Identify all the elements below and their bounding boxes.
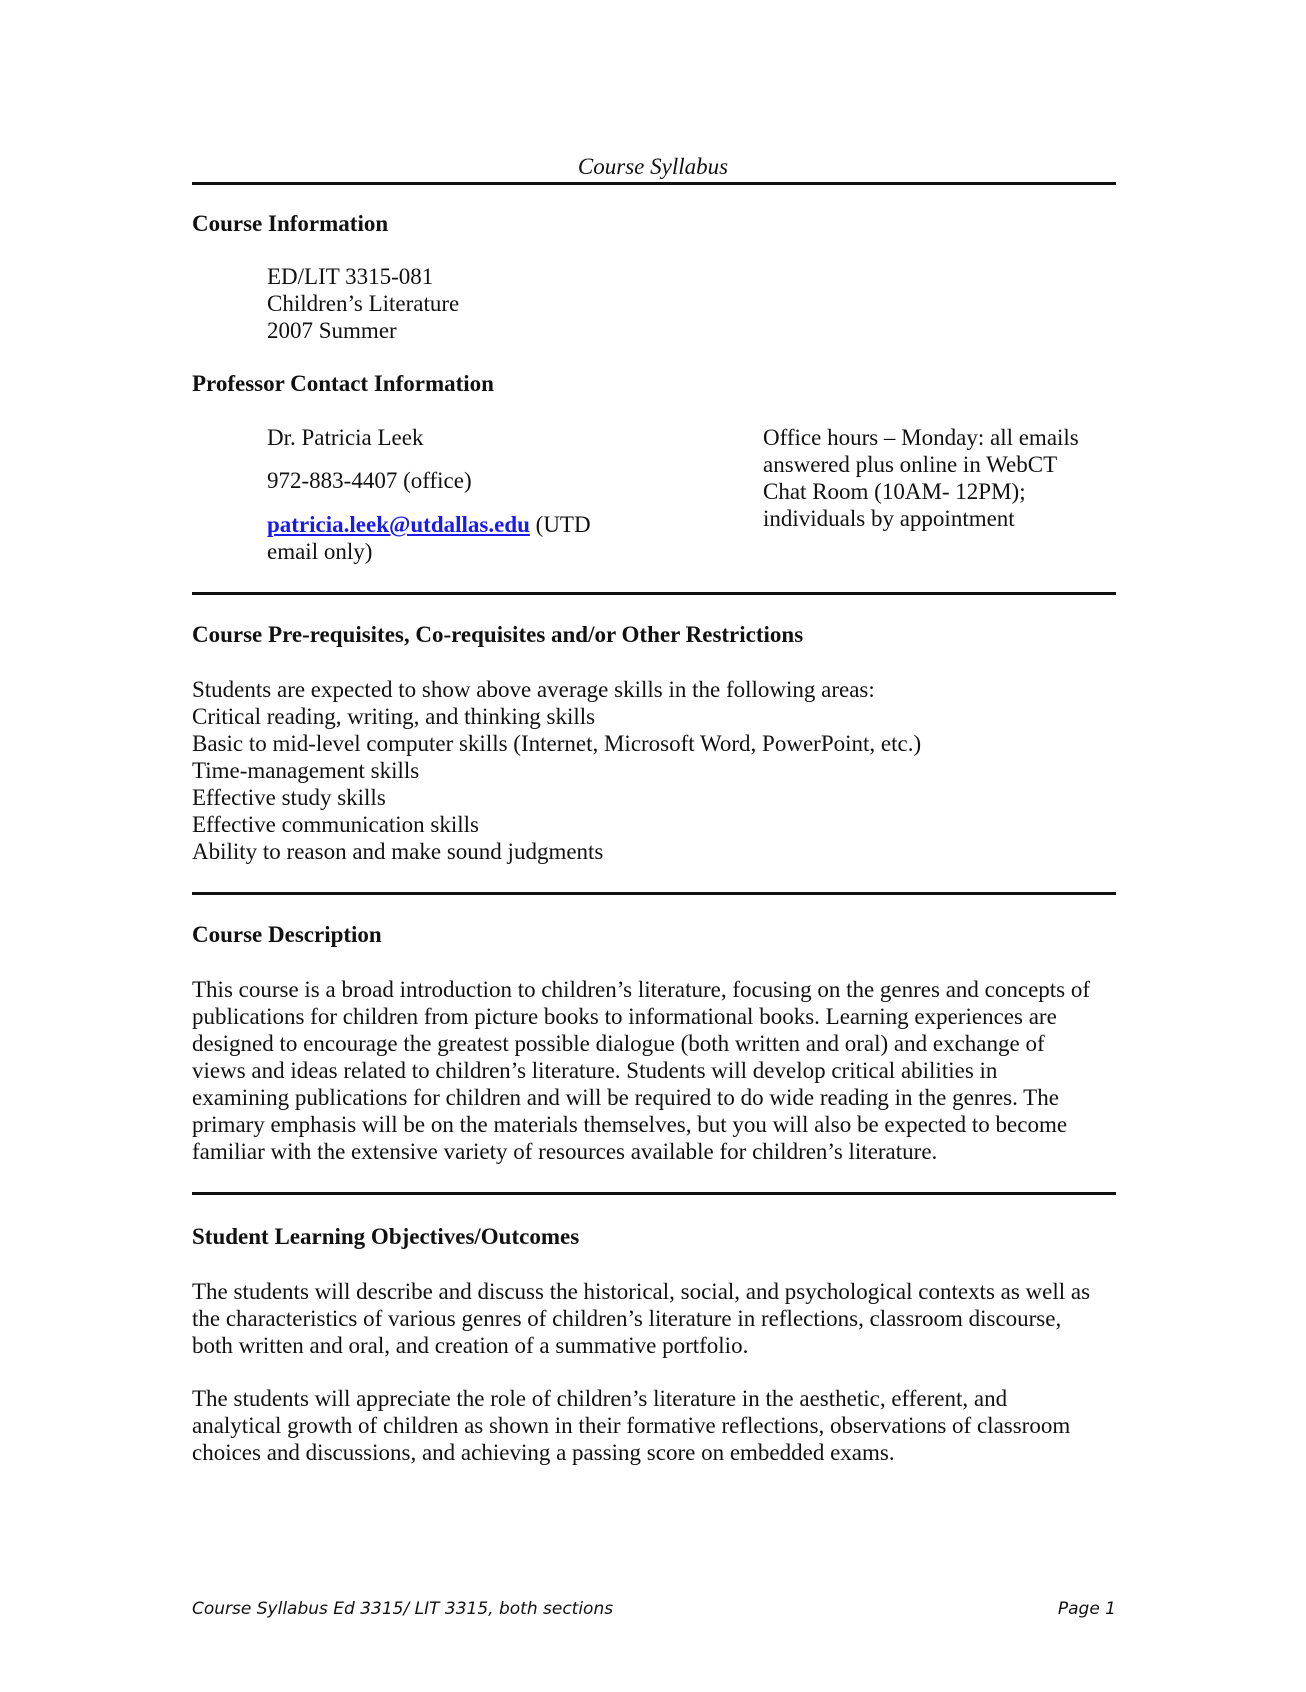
course-info-block xyxy=(267,263,459,344)
objectives-paragraph-2 xyxy=(192,1385,1122,1466)
professor-phone: 972-883-4407 (office) xyxy=(267,468,472,493)
prereqs-line: Students are expected to show above average skills in the following areas: xyxy=(192,677,875,702)
objectives-line: The students will describe and discuss the historical, social, and psychological contexts as well as xyxy=(192,1279,1091,1304)
professor-email-line xyxy=(267,511,591,538)
footer-left: Course Syllabus Ed 3315/ LIT 3315, both sections xyxy=(192,1599,614,1619)
prereqs-line: Basic to mid-level computer skills (Internet, Microsoft Word, PowerPoint, etc.) xyxy=(192,731,922,756)
description-line: examining publications for children and will be required to do wide reading in the genres. The xyxy=(192,1085,1059,1110)
section-rule xyxy=(192,592,1116,595)
description-line: designed to encourage the greatest possible dialogue (both written and oral) and exchange of xyxy=(192,1031,1045,1056)
office-hours-line: Office hours – Monday: all emails xyxy=(763,425,1079,450)
professor-email-suffix: (UTD xyxy=(529,512,591,537)
course-term: 2007 Summer xyxy=(267,318,397,343)
prereqs-line: Time-management skills xyxy=(192,758,420,783)
objectives-line: choices and discussions, and achieving a passing score on embedded exams. xyxy=(192,1440,895,1465)
objectives-line: the characteristics of various genres of children’s literature in reflections, classroom discourse, xyxy=(192,1306,1062,1331)
prereqs-list xyxy=(192,676,921,865)
course-number: ED/LIT 3315-081 xyxy=(267,264,434,289)
section-rule xyxy=(192,892,1116,895)
office-hours-line: individuals by appointment xyxy=(763,506,1015,531)
description-paragraph xyxy=(192,976,1122,1165)
professor-email-block xyxy=(267,511,591,565)
section-rule xyxy=(192,1192,1116,1195)
professor-email-link[interactable]: patricia.leek@utdallas.edu xyxy=(267,512,530,537)
course-info-heading: Course Information xyxy=(192,211,389,236)
professor-email-note: email only) xyxy=(267,539,373,564)
prereqs-heading: Course Pre-requisites, Co-requisites and/or Other Restrictions xyxy=(192,622,804,647)
description-line: primary emphasis will be on the materials themselves, but you will also be expected to become xyxy=(192,1112,1068,1137)
course-title: Children’s Literature xyxy=(267,291,460,316)
document-title: Course Syllabus xyxy=(577,154,729,179)
description-heading: Course Description xyxy=(192,922,382,947)
prereqs-line: Effective communication skills xyxy=(192,812,480,837)
objectives-line: The students will appreciate the role of children’s literature in the aesthetic, efferent, and xyxy=(192,1386,1008,1411)
description-line: views and ideas related to children’s literature. Students will develop critical abilities in xyxy=(192,1058,998,1083)
office-hours-line: Chat Room (10AM- 12PM); xyxy=(763,479,1026,504)
objectives-line: analytical growth of children as shown in their formative reflections, observations of classroom xyxy=(192,1413,1071,1438)
description-line: publications for children from picture books to informational books. Learning experiences are xyxy=(192,1004,1057,1029)
objectives-paragraph-1 xyxy=(192,1278,1122,1359)
title-rule xyxy=(192,182,1116,185)
office-hours-block xyxy=(763,424,1079,532)
prereqs-line: Ability to reason and make sound judgments xyxy=(192,839,604,864)
prereqs-line: Critical reading, writing, and thinking skills xyxy=(192,704,596,729)
description-line: This course is a broad introduction to children’s literature, focusing on the genres and concepts of xyxy=(192,977,1091,1002)
description-line: familiar with the extensive variety of resources available for children’s literature. xyxy=(192,1139,938,1164)
objectives-heading: Student Learning Objectives/Outcomes xyxy=(192,1224,580,1249)
professor-phone-block xyxy=(267,467,472,494)
objectives-line: both written and oral, and creation of a summative portfolio. xyxy=(192,1333,749,1358)
professor-heading: Professor Contact Information xyxy=(192,371,494,396)
footer-page-number: Page 1 xyxy=(1057,1599,1116,1619)
office-hours-line: answered plus online in WebCT xyxy=(763,452,1058,477)
professor-contact-block xyxy=(267,424,423,451)
prereqs-line: Effective study skills xyxy=(192,785,386,810)
professor-name: Dr. Patricia Leek xyxy=(267,425,424,450)
